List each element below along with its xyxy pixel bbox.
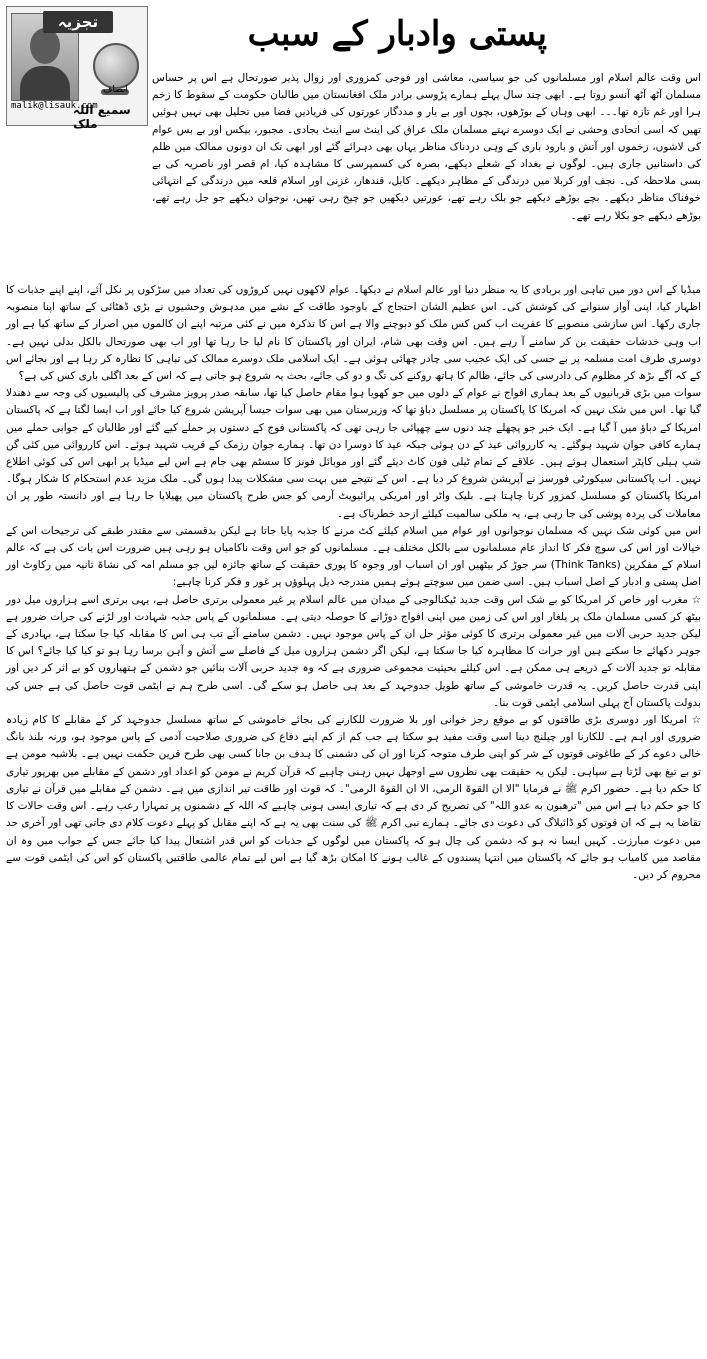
article-body-top: [152, 70, 701, 225]
globe-icon: [93, 43, 139, 89]
column-tag: تجزیہ: [43, 11, 113, 33]
photo-shoulders: [20, 66, 70, 100]
paper-logo: انصاف: [103, 85, 128, 95]
columnist-box: [6, 6, 148, 131]
paragraph: اس میں کوئی شک نہیں کہ مسلمان نوجوانوں اور عوام میں اسلام کیلئے کٹ مرنے کا جذبہ پایا جاتا ہے لیکن بدقسمتی سے مقتدر طبقے کی ترجیحات اس کے خیالات اور اس کی سوچ فکر کا انداز عام مسلمانوں سے بالکل مختلف ہے۔ مسلمانوں کو جو اس وقت ناکامیاں ہو رہی ہیں ضرورت اس بات کی ہے کہ عالم اسلام کے مفکرین (Think Tanks) سر جوڑ کر بیٹھیں اور ان اسباب اور وجوہ کا پوری حقیقت کے ساتھ جائزہ لیں جو مسلم امہ کی نشاۃ ثانیہ میں رکاوٹ اور اصل پستی و ادبار کے اصل اسباب ہیں۔ اسی ضمن میں سوچتے ہوئے ہمیں مندرجہ ذیل پہلوؤں پر غور و فکر کرنا چاہیے:: [6, 524, 701, 589]
paragraph: ☆ مغرب اور خاص کر امریکا کو بے شک اس وقت جدید ٹیکنالوجی کے میدان میں عالم اسلام پر غیر معمولی برتری حاصل ہے، یہی برتری اسے ہزاروں میل دور بیٹھ کر کسی مسلمان ملک پر یلغار اور اس کی زمین میں اپنی افواج دوڑانے کا حوصلہ دیتی ہے۔ مسلمانوں کے پاس جذبہ شہادت اور لڑنے کی جرات ضرور ہے لیکن جدید حربی آلات میں غیر معمولی برتری کا کوئی مؤثر حل ان کے پاس موجود نہیں۔ دشمن سامنے آئے تب ہی اس کا مقابلہ کیا جا سکتا ہے، بہادری کے جوہر دکھائے جا سکتے ہیں اور جرات کا مظاہرہ کیا جا سکتا ہے، لیکن اگر دشمن ہزاروں میل کے فاصلے سے آتش و آہن برسا رہا ہو تو کیا کیا جائے؟ اس کا مقابلہ تو جدید آلات کے ذریعے ہی ممکن ہے۔ اس کیلئے بحیثیت مجموعی ضروری ہے کہ وہ جدید حربی آلات بنائیں جو دشمن کے ہتھیاروں کو بے اثر کر دیں اور اپنی قدرت حاصل کریں۔ یہ قدرت خاموشی کے ساتھ طویل جدوجہد کے بعد ہی حاصل ہو سکے گی۔ اسی طرح ہم نے ایٹمی قوت حاصل کی ہے جس کی بدولت پاکستان آج پہلی اسلامی ایٹمی قوت بنا۔: [6, 593, 701, 709]
author-email: malik@lisauk.com: [11, 101, 98, 111]
author-name: سمیع اللہ ملک: [73, 103, 131, 131]
photo-head: [30, 28, 60, 64]
article-body: [6, 282, 701, 884]
paragraph: ☆ امریکا اور دوسری بڑی طاقتوں کو بے موقع رجز خوانی اور بلا ضرورت للکارنے کی بجائے خاموشی کے ساتھ مسلسل جدوجہد کر کے مقابلے کا کام زیادہ ضروری اور اہم ہے۔ للکارنا اور چیلنج دینا اسی وقت مفید ہو سکتا ہے جب کم از کم اپنے دفاع کی ضروری صلاحیت آدمی کے پاس موجود ہو، ورنہ بلند بانگ خالی دعوے کر کے طاغوتی قوتوں کے شر کو اپنی طرف متوجہ کرنا اور ان کی دشمنی کا ہدف بن جانا کسی بھی طرح قرین حکمت نہیں ہے۔ بلاشبہ مومن ہے تو بے تیغ بھی لڑتا ہے سپاہی۔ لیکن یہ حقیقت بھی نظروں سے اوجھل نہیں رہنی چاہیے کہ قرآن کریم نے مومن کو اعداد اور دشمن کے مقابلے میں بھرپور تیاری کا حکم دیا ہے۔ حضور اکرم ﷺ نے فرمایا "الا ان القوۃ الرمی، الا ان القوۃ الرمی"۔ کہ قوت اور طاقت تیر اندازی میں ہے۔ دشمن کے مقابلے میں قرآن نے تیاری کا جو حکم دیا ہے اس میں "ترھبون به عدو اللہ" کی تصریح کر دی ہے کہ تیاری ایسی ہونی چاہیے کہ اللہ کے دشمنوں پر تمہارا رعب رہے۔ اس وقت حالات کا تقاضا یہ ہے کہ ان قوتوں کو ڈائیلاگ کی دعوت دی جائے۔ ہمارے نبی اکرم ﷺ کی سنت بھی یہ ہے کہ اپنے مقابل کو پہلے دعوت کلام دی جاتی تھی اور آخری حد میں دعوت مبارزت۔ کہیں ایسا نہ ہو کہ دشمن کی چال ہو کہ پاکستان میں لوگوں کے جذبات کو اس قدر اشتعال پیدا کیا جائے جس کے جواب میں وہ ان مقاصد میں کامیاب ہو جائے کہ پاکستان میں انتہا پسندوں کے غالب ہونے کا امکان بڑھ گیا ہے اس لیے تمام عالمی طاقتیں پاکستان کو اس کی ایٹمی قوت سے محروم کر دیں۔: [6, 714, 701, 881]
page-title: پستی وادبار کے سبب: [247, 14, 547, 54]
paragraph: اس وقت عالم اسلام اور مسلمانوں کی جو سیاسی، معاشی اور فوجی کمزوری اور زوال پذیر صورتحال ہے اس پر حساس مسلمان آٹھ آٹھ آنسو روتا ہے۔ ابھی چند سال پہلے ہمارے پڑوسی برادر ملک افغانستان میں طالبان حکومت کے سقوط کا زخم ہرا اور غم تازہ تھا۔۔۔ ابھی وہاں کے بوڑھوں، بچوں اور بے یار و مددگار عورتوں کی فریادیں فضا میں تحلیل بھی نہیں ہوئیں تھیں کہ اسی اتحادی وحشی نے ایک دوسرے نہتے مسلمان ملک عراق کی اینٹ سے اینٹ بجادی۔ مجبور، بیکس اور بے بس عوام کی لاشوں، زخموں اور آتش و بارود باری کے وہی دردناک مناظر یہاں بھی دہرائے گئے اور ابھی تک ان دونوں ممالک میں ظلم کی داستانیں جاری ہیں۔ لوگوں نے بغداد کے شعلے دیکھے، بصرہ کی کسمپرسی کا مشاہدہ کیا، ام قصر اور ناصریہ کی بے بسی ملاحظہ کی۔ نجف اور کربلا میں درندگی کے مظاہر دیکھے۔ کابل، قندھار، غزنی اور اسلام قلعہ میں درندگی کے انتہائی خوفناک مناظر دیکھے۔ بچے بوڑھے دیکھے جو بلک رہے تھے، عورتیں دیکھیں جو چیخ رہی تھیں، نوجوان دیکھے جو جل رہے تھے، بوڑھے دیکھے جو بکلا رہے تھے۔: [152, 72, 701, 222]
paragraph: میڈیا کے اس دور میں تباہی اور بربادی کا یہ منظر دنیا اور عالم اسلام نے دیکھا۔ عوام لاکھوں نہیں کروڑوں کی تعداد میں سڑکوں پر نکل آئے، اپنے اپنے جذبات کا اظہار کیا، اپنی آواز سنوانے کی کوشش کی۔ اس عظیم الشان احتجاج کے باوجود طاقت کے نشے میں مدہوش وحشیوں نے بڑی ڈھٹائی کے ساتھ اپنا منصوبہ جاری رکھا۔ اس سازشی منصوبے کا عفریت اب کس کس ملک کو دبوچنے والا ہے اس کا تذکرہ میں نے کئی مرتبہ اپنے ان کالموں میں اصرار کے ساتھ کیا ہے اور اب وہی خدشات حقیقت بن کر سامنے آ رہے ہیں۔ اس وقت بھی شام، ایران اور پاکستان کا نام لیا جا رہا تھا اور اب بھی صورتحال بالکل بدلی نہیں ہے۔ دوسری طرف امت مسلمہ پر بے حسی کی ایک عجیب سی چادر چھائی ہوئی ہے۔ ایک اسلامی ملک دوسرے ممالک کی تباہی کا نظارہ کر رہا ہے اور بجائے اس کے کہ آگے بڑھ کر مظلوم کی دادرسی کی جائے، ظالم کا ہاتھ روکنے کی تگ و دو کی جائے، بحث یہ شروع ہو جاتی ہے کہ اس کے بعد اگلی باری کس کی ہے؟: [6, 284, 701, 383]
paragraph: سوات میں بڑی قربانیوں کے بعد ہماری افواج نے عوام کے دلوں میں جو کھویا ہوا مقام حاصل کیا تھا، سابقہ صدر پرویز مشرف کی پالیسیوں کی وجہ سے دھندلا گیا تھا۔ اس میں شک نہیں کہ امریکا کا پاکستان پر مسلسل دباؤ تھا کہ وزیرستان میں بھی سوات جیسا آپریشن شروع کیا جائے اور اب ایسا لگتا ہے کہ پاکستان امریکا کے دباؤ میں آ گیا ہے۔ ایک خبر جو پچھلے چند دنوں سے چھپائی جا رہی تھی کہ پاکستانی فوج کے دستوں پر حملے کیے گئے اور طالبان کے جوابی حملے میں ہمارے کافی جوان شہید ہوگئے۔ یہ کارروائی عید کے دن ہوئی جبکہ عید کا دوسرا دن تھا۔ ہمارے جوان رزمک کے قریب شہید ہوئے۔ اس کارروائی میں کئی گن شپ ہیلی کاپٹر استعمال ہوئے ہیں۔ علاقے کے تمام ٹیلی فون کاٹ دیئے گئے اور موبائل فونز کا سسٹم بھی جام ہے اس لیے میڈیا پر ابھی اس کی کوئی اطلاع نہیں۔ اب پاکستانی سیکورٹی فورسز نے آپریشن شروع کر دیا ہے۔ اس کے نتیجے میں بہت سی مشکلات پیدا ہوں گی۔ ملک مزید عدم استحکام کا شکار ہوگا۔ امریکا پاکستان کو مسلسل کمزور کرنا چاہتا ہے۔ بلیک واٹر اور امریکی پرائیویٹ آرمی کو جس طرح پاکستان میں پھیلایا جا رہا ہے اور دانستہ طور پر ان معاملات کی پردہ پوشی کی جا رہی ہے، یہ ملکی سالمیت کیلئے ازحد خطرناک ہے۔: [6, 387, 701, 520]
